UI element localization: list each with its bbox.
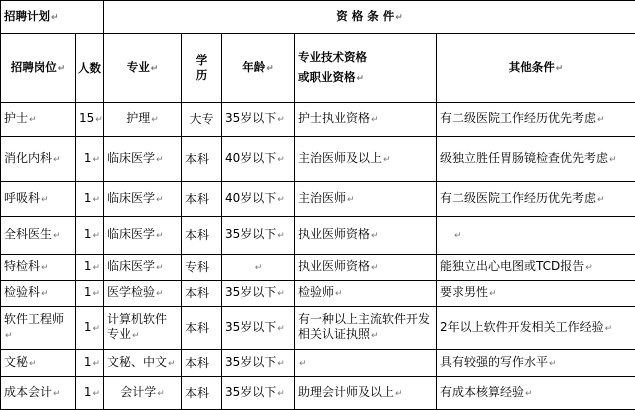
education-cell: 本科 [185,356,209,370]
other-cell: 具有较强的写作水平 [440,355,548,369]
position-header-cell: 招聘岗位↵ [1,34,76,103]
major-header: 专业 [127,60,150,74]
tech-qual-header-cell: 专业技术资格 或职业资格↵ [295,34,437,103]
age-cell: 35岁以下 [225,385,276,399]
position-cell: 文秘 [4,355,28,369]
major-cell: 护理 [126,111,150,125]
education-cell: 大专 [190,112,214,126]
count-cell: 1 [84,385,92,399]
major-cell: 临床医学 [107,227,155,241]
education-cell: 本科 [185,192,209,206]
table-row: 全科医生↵ 1↵ 临床医学↵ 本科 35岁以下↵ 执业医师资格↵ ↵ [1,217,635,255]
education-header-cell [182,34,222,103]
age-cell: 40岁以下 [225,191,276,205]
position-cell: 呼吸科 [4,191,40,205]
other-cell: 有二级医院工作经历优先考虑 [440,191,596,205]
age-cell: 35岁以下 [225,355,276,369]
age-cell: 40岁以下 [225,151,276,165]
position-cell: 护士 [4,111,28,125]
education-cell: 本科 [185,321,209,335]
tech-qual-header-line1: 专业技术资格 [298,50,433,65]
table-row: 消化内科↵ 1↵ 临床医学↵ 本科 40岁以下↵ 主治医师及以上↵ 级独立胜任胃肠镜检查优先考虑↵ [1,137,635,182]
major-cell: 医学检验 [107,285,155,299]
position-cell: 检验科 [4,285,40,299]
position-cell: 软件工程师 [4,312,64,326]
table-row: 特检科↵ 1↵ 临床医学↵ 专科 ↵ 执业医师资格↵ 能独立出心电图或TCD报告↵ [1,255,635,281]
education-cell: 本科 [185,286,209,300]
qual-cell: 护士执业资格 [298,111,370,125]
count-cell: 1 [84,355,92,369]
qual-cell: 检验师 [298,285,334,299]
header-row-columns [1,34,635,103]
education-header: 学历 [196,53,208,82]
position-cell: 全科医生 [4,227,52,241]
qual-cell: 执业医师资格 [298,227,370,241]
age-cell: 35岁以下 [225,227,276,241]
other-cell: 有二级医院工作经历优先考虑 [440,111,596,125]
count-cell: 1 [84,191,92,205]
qualifications-header: 资 格 条 件 [336,9,394,23]
major-cell: 文秘、中文 [107,355,167,369]
major-cell: 临床医学 [107,151,155,165]
other-header: 其他条件 [509,60,555,74]
plan-header-cell: 招聘计划↵ [1,1,104,34]
other-cell: 级独立胜任胃肠镜检查优先考虑 [440,151,608,165]
plan-header: 招聘计划 [4,9,50,23]
position-cell: 成本会计 [4,385,52,399]
qual-cell: 主治医师及以上 [298,151,382,165]
position-cell: 特检科 [4,259,40,273]
table-row: 护士↵ 15↵ 护理↵ 大专 35岁以下↵ 护士执业资格↵ 有二级医院工作经历优先考虑↵ [1,103,635,137]
table-row: 检验科↵ 1↵ 医学检验↵ 本科 35岁以下↵ 检验师↵ 要求男性↵ [1,281,635,307]
education-cell: 专科 [185,260,209,274]
age-cell: 35岁以下 [225,285,276,299]
qual-cell: 助理会计师及以上 [298,385,394,399]
count-header-cell [76,34,104,103]
education-cell: 本科 [185,386,209,400]
age-cell: 35岁以下 [225,320,276,334]
major-header-cell: 专业↵ [104,34,182,103]
other-cell: 要求男性 [440,285,488,299]
other-header-cell: 其他条件↵ [437,34,635,103]
major-cell: 会计学 [120,385,156,399]
other-cell: 有成本核算经验 [440,385,524,399]
qual-cell: 执业医师资格 [298,259,370,273]
age-header: 年龄 [242,60,265,74]
position-cell: 消化内科 [4,151,52,165]
table-row: 呼吸科↵ 1↵ 临床医学↵ 本科 40岁以下↵ 主治医师↵ 有二级医院工作经历优先考虑↵ [1,182,635,217]
count-cell: 1 [84,259,92,273]
header-row-top [1,1,635,34]
position-header: 招聘岗位 [11,60,57,74]
major-cell: 计算机软件专业 [107,312,167,341]
major-cell: 临床医学 [107,191,155,205]
count-cell: 1 [84,227,92,241]
qualifications-header-cell: 资 格 条 件↵ [104,1,635,34]
count-cell: 1 [84,285,92,299]
other-cell: 能独立出心电图或TCD报告 [440,259,584,273]
count-cell: 15 [79,111,94,125]
tech-qual-header-line2: 或职业资格 [298,70,356,84]
count-cell: 1 [84,320,92,334]
other-cell: 2年以上软件开发相关工作经验 [440,320,604,334]
qual-cell: 有一种以上主流软件开发相关认证执照 [298,312,430,341]
education-cell: 本科 [185,228,209,242]
count-cell: 1 [84,151,92,165]
age-header-cell: 年龄↵ [222,34,295,103]
education-cell: 本科 [185,152,209,166]
table-row: 成本会计↵ 1↵ 会计学↵ 本科 35岁以下↵ 助理会计师及以上↵ 有成本核算经验↵ [1,377,635,410]
count-header: 人数 [78,61,101,75]
major-cell: 临床医学 [107,259,155,273]
table-row: 文秘↵ 1↵ 文秘、中文↵ 本科 35岁以下↵ ↵ 具有较强的写作水平↵ [1,350,635,377]
age-cell: 35岁以下 [225,111,276,125]
qual-cell: 主治医师 [298,191,346,205]
table-row: 软件工程师↵ 1↵ 计算机软件专业↵ 本科 35岁以下↵ 有一种以上主流软件开发相关认证执照↵ 2年以上软件开发相关工作经验↵ [1,307,635,350]
